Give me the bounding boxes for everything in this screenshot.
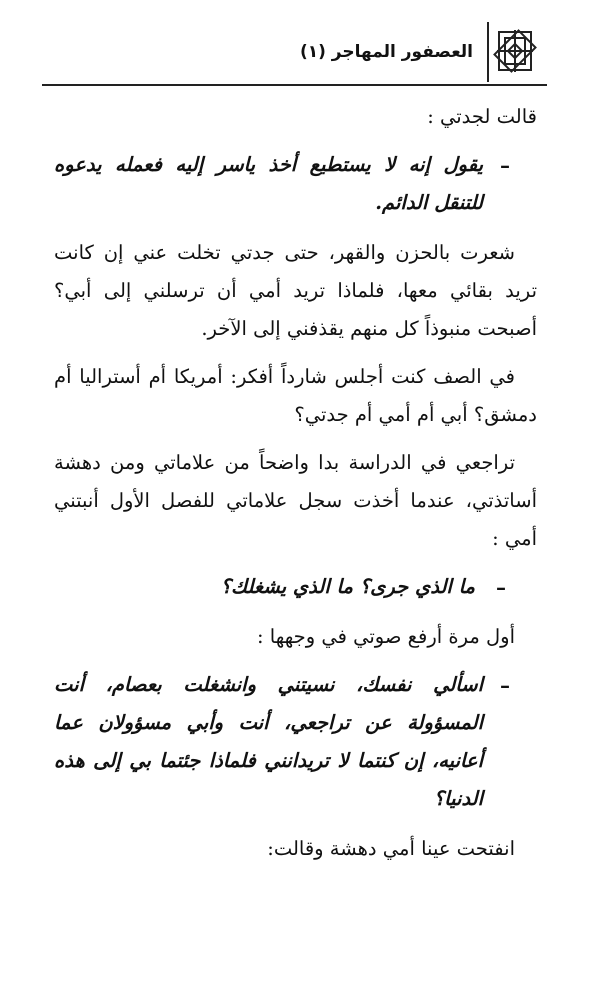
paragraph-4: تراجعي في الدراسة بدا واضحاً من علاماتي ومن دهشة أساتذتي، عندما أخذت سجل علاماتي للفصل الأول أنبتني أمي :	[54, 451, 537, 550]
dialogue-line-1	[54, 146, 537, 222]
interlaced-knot-ornament-icon	[487, 22, 541, 82]
dialogue-dash: –	[500, 153, 510, 177]
paragraph-6: انفتحت عينا أمي دهشة وقالت:	[267, 837, 515, 860]
dialogue-text-2: ما الذي جرى؟ ما الذي يشغلك؟	[220, 575, 475, 598]
running-header	[42, 22, 547, 86]
paragraph-1: قالت لجدتي :	[427, 105, 537, 128]
dialogue-line-2	[54, 568, 537, 606]
paragraph-2: شعرت بالحزن والقهر، حتى جدتي تخلت عني إن كانت تريد بقائي معها، فلماذا تريد أمي أن ترسلني إلى أبي؟ أصبحت منبوذاً كل منهم يقذفني إلى الآخر.	[54, 241, 537, 340]
book-page	[42, 22, 547, 982]
dialogue-text-3: اسألي نفسك، نسيتني وانشغلت بعصام، أنت المسؤولة عن تراجعي، أنت وأبي مسؤولان عما أعانيه، إن كنتما لا تريدانني فلماذا جئتما بي إلى هذه الدنيا؟	[54, 673, 483, 810]
dialogue-line-3	[54, 666, 537, 818]
running-title: العصفور المهاجر (١)	[299, 42, 473, 62]
dialogue-dash: –	[500, 673, 510, 697]
dialogue-dash: –	[496, 575, 506, 599]
paragraph-3: في الصف كنت أجلس شارداً أفكر: أمريكا أم أستراليا أم دمشق؟ أبي أم أمي أم جدتي؟	[54, 365, 537, 426]
paragraph-5: أول مرة أرفع صوتي في وجهها :	[257, 625, 515, 648]
dialogue-text-1: يقول إنه لا يستطيع أخذ ياسر إليه فعمله يدعوه للتنقل الدائم.	[54, 153, 483, 214]
ornament-graphic	[493, 26, 537, 76]
page-body	[42, 98, 547, 868]
